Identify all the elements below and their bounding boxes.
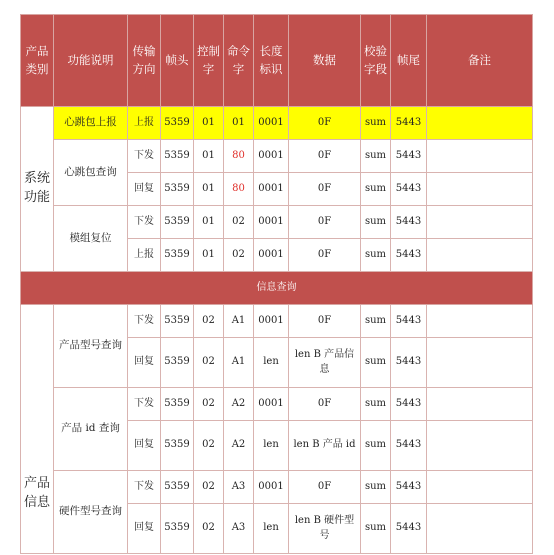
- length-cell: 0001: [254, 206, 289, 239]
- command-cell: 80: [224, 173, 254, 206]
- command-cell: A1: [224, 338, 254, 388]
- control-cell: 01: [194, 173, 224, 206]
- frame-head-cell: 5359: [161, 239, 194, 272]
- frame-head-cell: 5359: [161, 388, 194, 421]
- frame-head-cell: 5359: [161, 173, 194, 206]
- remarks-cell: [427, 305, 533, 338]
- data-cell: 0F: [289, 173, 361, 206]
- header-data: 数据: [289, 15, 361, 107]
- data-cell: 0F: [289, 471, 361, 504]
- frame-tail-cell: 5443: [391, 239, 427, 272]
- control-cell: 02: [194, 388, 224, 421]
- direction-cell: 回复: [128, 421, 161, 471]
- command-cell: 80: [224, 140, 254, 173]
- data-cell: 0F: [289, 206, 361, 239]
- protocol-table: [20, 14, 533, 554]
- header-frame-head: 帧头: [161, 15, 194, 107]
- frame-tail-cell: 5443: [391, 107, 427, 140]
- command-cell: A1: [224, 305, 254, 338]
- data-cell: len B 产品信息: [289, 338, 361, 388]
- checksum-cell: sum: [361, 504, 391, 554]
- header-function: 功能说明: [54, 15, 128, 107]
- command-cell: A2: [224, 421, 254, 471]
- length-cell: 0001: [254, 388, 289, 421]
- header-length: 长度标识: [254, 15, 289, 107]
- checksum-cell: sum: [361, 305, 391, 338]
- header-direction: 传输方向: [128, 15, 161, 107]
- remarks-cell: [427, 239, 533, 272]
- remarks-cell: [427, 206, 533, 239]
- function-cell: 硬件型号查询: [54, 471, 128, 554]
- frame-head-cell: 5359: [161, 338, 194, 388]
- control-cell: 01: [194, 140, 224, 173]
- remarks-cell: [427, 107, 533, 140]
- frame-tail-cell: 5443: [391, 338, 427, 388]
- function-cell: 模组复位: [54, 206, 128, 272]
- direction-cell: 下发: [128, 140, 161, 173]
- data-cell: 0F: [289, 388, 361, 421]
- header-control: 控制字: [194, 15, 224, 107]
- length-cell: 0001: [254, 471, 289, 504]
- header-command: 命令字: [224, 15, 254, 107]
- direction-cell: 回复: [128, 504, 161, 554]
- protocol-table-wrapper: [20, 14, 532, 554]
- control-cell: 02: [194, 305, 224, 338]
- category-product: 产品信息: [21, 305, 54, 554]
- remarks-cell: [427, 173, 533, 206]
- checksum-cell: sum: [361, 388, 391, 421]
- table-row: [21, 388, 533, 421]
- length-cell: 0001: [254, 239, 289, 272]
- table-row: [21, 140, 533, 173]
- header-category: 产品类别: [21, 15, 54, 107]
- command-cell: 01: [224, 107, 254, 140]
- length-cell: 0001: [254, 107, 289, 140]
- length-cell: 0001: [254, 173, 289, 206]
- table-row: [21, 206, 533, 239]
- function-cell: 产品 id 查询: [54, 388, 128, 471]
- checksum-cell: sum: [361, 421, 391, 471]
- direction-cell: 下发: [128, 305, 161, 338]
- frame-head-cell: 5359: [161, 305, 194, 338]
- function-cell: 心跳包上报: [54, 107, 128, 140]
- length-cell: len: [254, 338, 289, 388]
- checksum-cell: sum: [361, 140, 391, 173]
- control-cell: 01: [194, 239, 224, 272]
- direction-cell: 下发: [128, 388, 161, 421]
- frame-head-cell: 5359: [161, 421, 194, 471]
- frame-tail-cell: 5443: [391, 504, 427, 554]
- direction-cell: 下发: [128, 206, 161, 239]
- control-cell: 01: [194, 206, 224, 239]
- checksum-cell: sum: [361, 107, 391, 140]
- header-row: [21, 15, 533, 107]
- frame-head-cell: 5359: [161, 140, 194, 173]
- data-cell: 0F: [289, 305, 361, 338]
- checksum-cell: sum: [361, 206, 391, 239]
- length-cell: len: [254, 504, 289, 554]
- data-cell: 0F: [289, 239, 361, 272]
- frame-head-cell: 5359: [161, 206, 194, 239]
- direction-cell: 上报: [128, 107, 161, 140]
- length-cell: 0001: [254, 140, 289, 173]
- header-frame-tail: 帧尾: [391, 15, 427, 107]
- direction-cell: 下发: [128, 471, 161, 504]
- command-cell: 02: [224, 239, 254, 272]
- command-cell: A3: [224, 504, 254, 554]
- control-cell: 01: [194, 107, 224, 140]
- frame-tail-cell: 5443: [391, 388, 427, 421]
- header-remarks: 备注: [427, 15, 533, 107]
- direction-cell: 上报: [128, 239, 161, 272]
- remarks-cell: [427, 471, 533, 504]
- data-cell: 0F: [289, 140, 361, 173]
- data-cell: 0F: [289, 107, 361, 140]
- remarks-cell: [427, 388, 533, 421]
- direction-cell: 回复: [128, 173, 161, 206]
- remarks-cell: [427, 421, 533, 471]
- section-title: 信息查询: [21, 272, 533, 305]
- section-row: [21, 272, 533, 305]
- control-cell: 02: [194, 471, 224, 504]
- frame-tail-cell: 5443: [391, 173, 427, 206]
- checksum-cell: sum: [361, 173, 391, 206]
- checksum-cell: sum: [361, 471, 391, 504]
- control-cell: 02: [194, 421, 224, 471]
- frame-head-cell: 5359: [161, 504, 194, 554]
- command-cell: A2: [224, 388, 254, 421]
- frame-head-cell: 5359: [161, 107, 194, 140]
- control-cell: 02: [194, 338, 224, 388]
- frame-tail-cell: 5443: [391, 140, 427, 173]
- checksum-cell: sum: [361, 239, 391, 272]
- function-cell: 产品型号查询: [54, 305, 128, 388]
- command-cell: 02: [224, 206, 254, 239]
- data-cell: len B 产品 id: [289, 421, 361, 471]
- frame-head-cell: 5359: [161, 471, 194, 504]
- frame-tail-cell: 5443: [391, 206, 427, 239]
- length-cell: len: [254, 421, 289, 471]
- category-system: 系统功能: [21, 107, 54, 272]
- frame-tail-cell: 5443: [391, 305, 427, 338]
- control-cell: 02: [194, 504, 224, 554]
- remarks-cell: [427, 140, 533, 173]
- function-cell: 心跳包查询: [54, 140, 128, 206]
- table-row: [21, 107, 533, 140]
- remarks-cell: [427, 504, 533, 554]
- header-checksum: 校验字段: [361, 15, 391, 107]
- table-row: [21, 471, 533, 504]
- checksum-cell: sum: [361, 338, 391, 388]
- data-cell: len B 硬件型号: [289, 504, 361, 554]
- frame-tail-cell: 5443: [391, 421, 427, 471]
- command-cell: A3: [224, 471, 254, 504]
- table-row: [21, 305, 533, 338]
- length-cell: 0001: [254, 305, 289, 338]
- remarks-cell: [427, 338, 533, 388]
- direction-cell: 回复: [128, 338, 161, 388]
- frame-tail-cell: 5443: [391, 471, 427, 504]
